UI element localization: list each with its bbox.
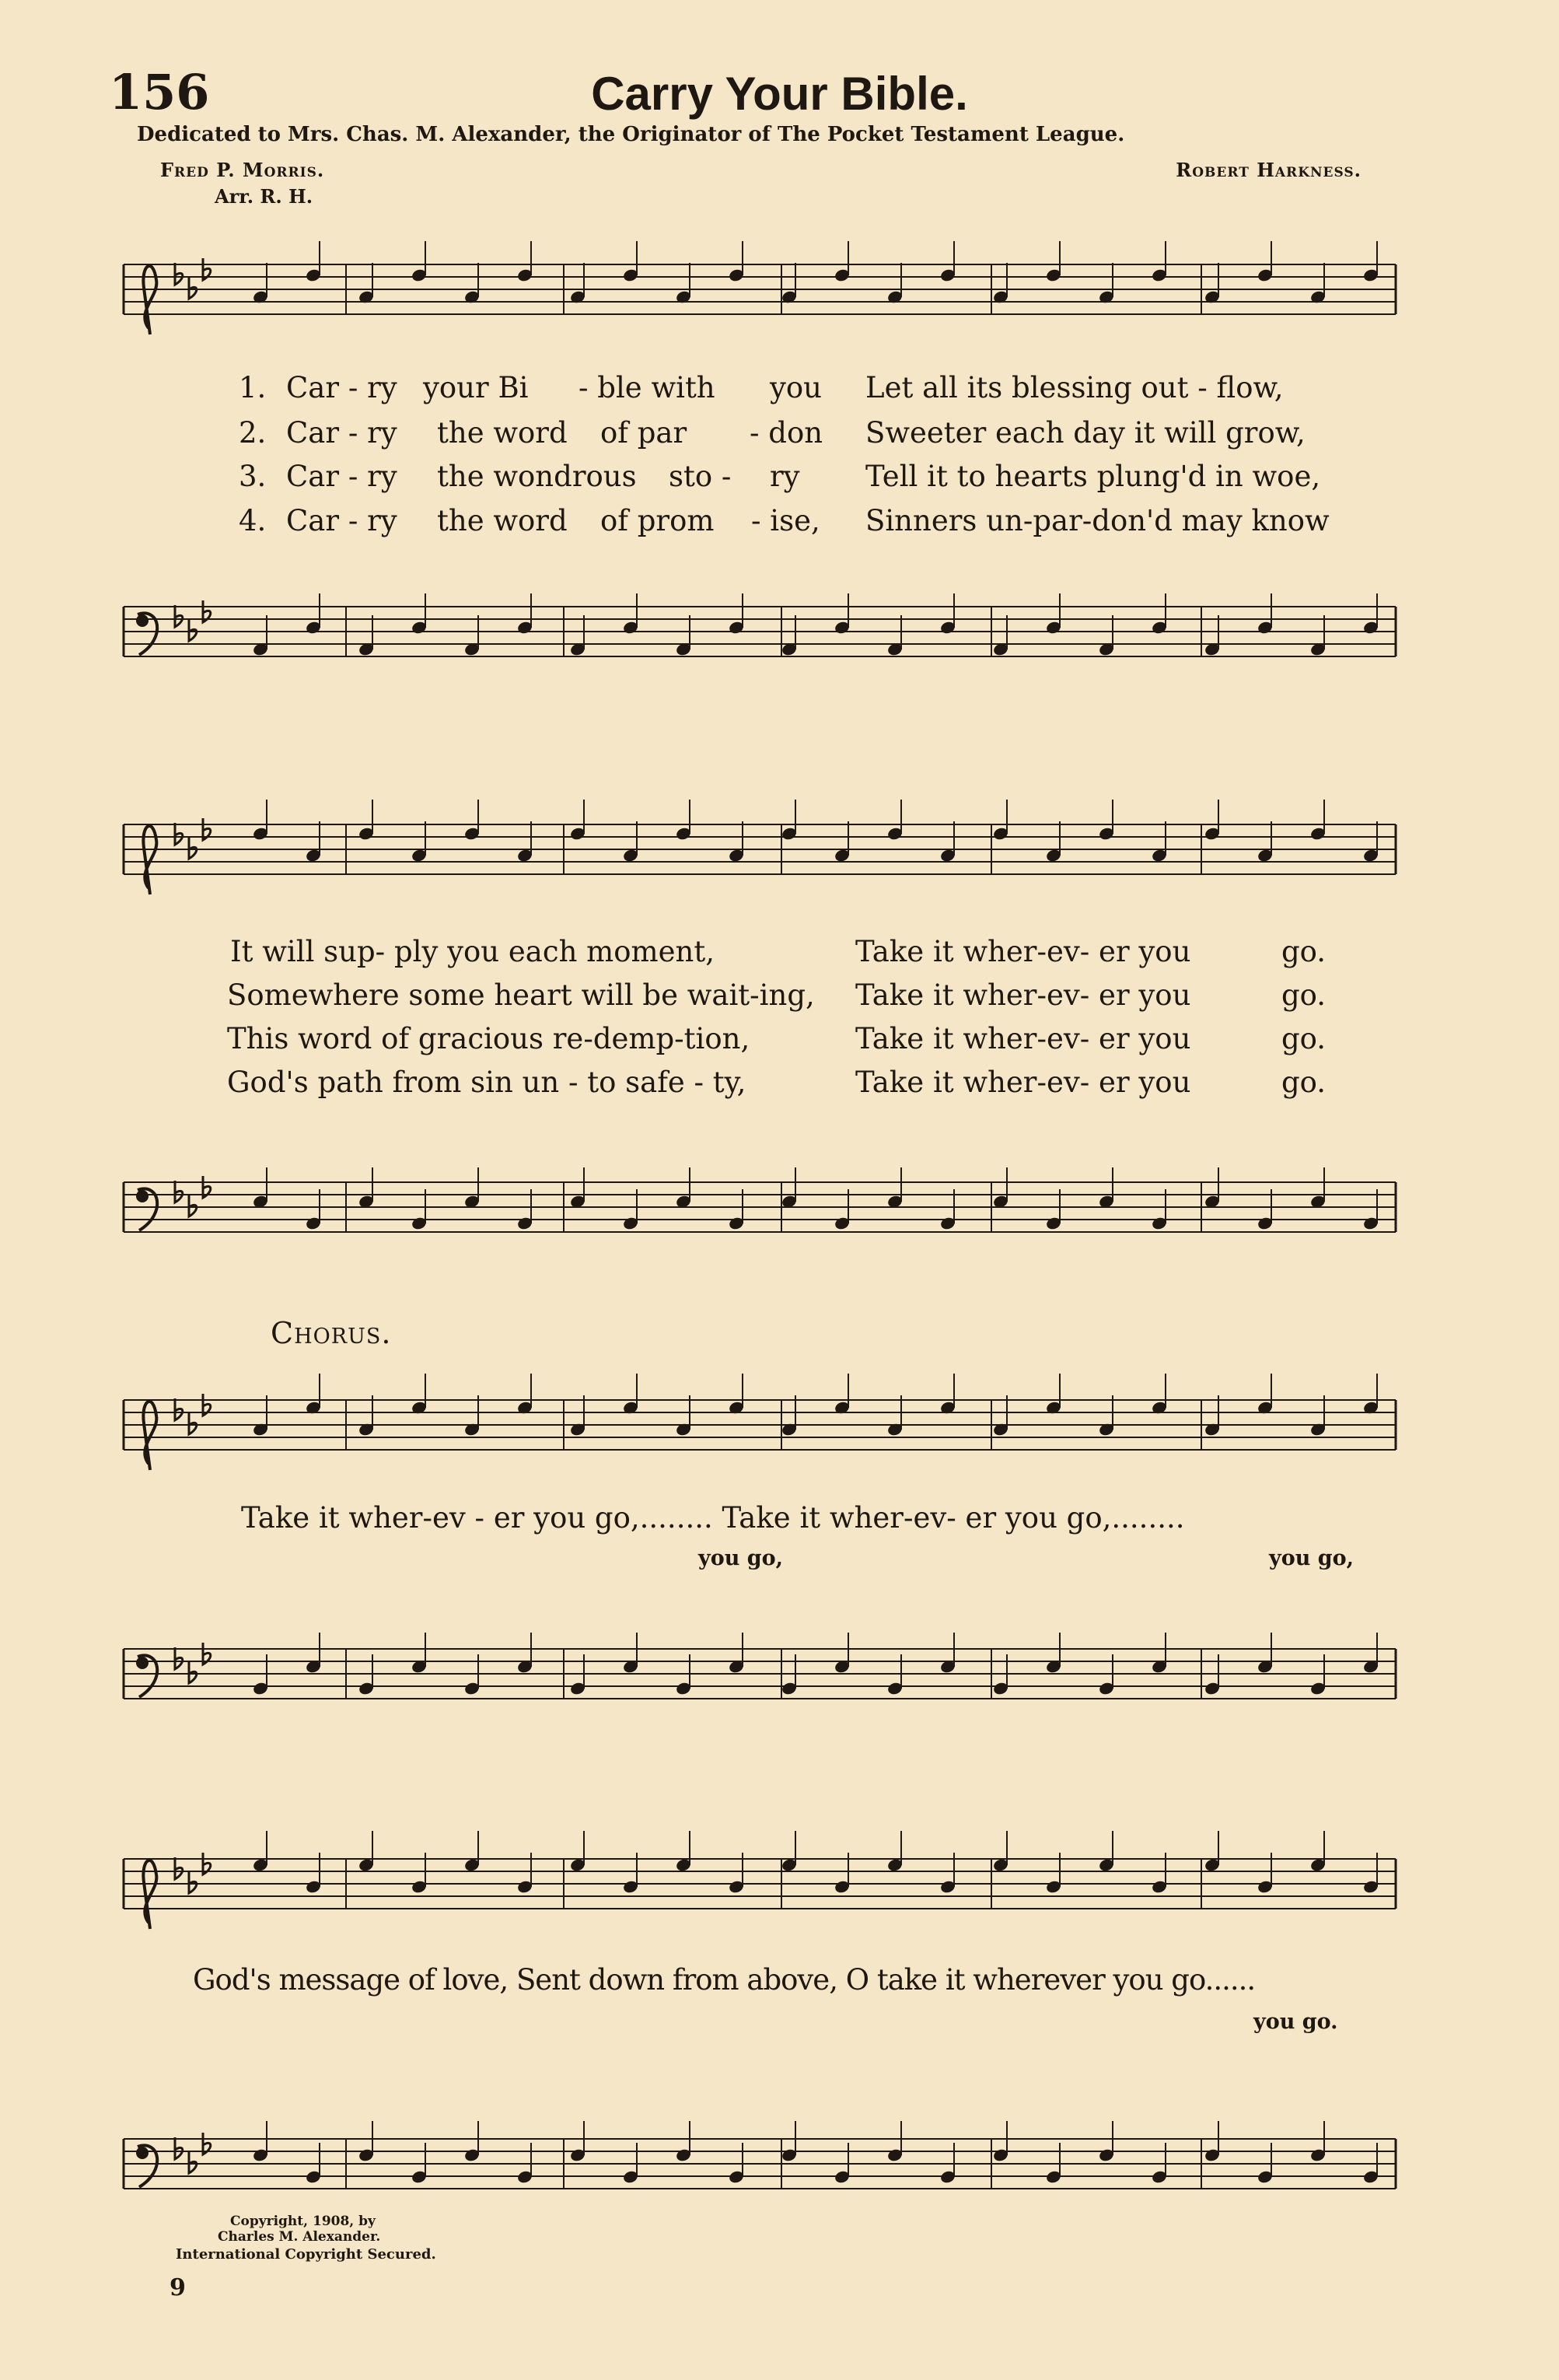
hymn-title: Carry Your Bible. xyxy=(591,68,968,120)
chorus-echo-1a: you go, xyxy=(698,1546,784,1570)
verse-4-line-2-c: go. xyxy=(1281,1066,1327,1099)
verse-3-line-1-c: sto - xyxy=(669,460,732,493)
verse-2-line-1-e: Sweeter each day it will grow, xyxy=(865,416,1306,450)
verse-3-line-2-a: This word of gracious re-demp-tion, xyxy=(227,1022,750,1055)
copyright-line-2: Charles M. Alexander. xyxy=(218,2229,381,2245)
verse-4-line-1-a: Car - ry xyxy=(286,504,397,537)
verse-2-line-1-c: of par xyxy=(600,416,687,450)
bass-staff-3 xyxy=(113,1618,1403,1742)
copyright-line-3: International Copyright Secured. xyxy=(176,2246,436,2263)
verse-4-line-2-b: Take it wher-ev- er you xyxy=(855,1066,1191,1099)
verse-3-line-1-b: the wondrous xyxy=(437,460,637,493)
verse-2-line-1-d: - don xyxy=(750,416,823,450)
dedication: Dedicated to Mrs. Chas. M. Alexander, the Originator of The Pocket Testament League. xyxy=(137,123,1125,146)
poet-credit: Fred P. Morris. xyxy=(160,159,325,181)
copyright-line-1: Copyright, 1908, by xyxy=(230,2214,376,2229)
verse-4-line-1-d: - ise, xyxy=(751,504,820,537)
verse-2-line-1-num: 2. xyxy=(239,416,267,450)
composer-credit: Robert Harkness. xyxy=(1176,159,1362,181)
arranger-credit: Arr. R. H. xyxy=(215,185,313,208)
verse-1-line-1-a: Car - ry xyxy=(286,371,397,404)
chorus-echo-1b: you go, xyxy=(1269,1546,1355,1570)
verse-2-line-1-b: the word xyxy=(437,416,568,450)
verse-1-line-1-b: your Bi xyxy=(423,371,529,404)
verse-4-line-1-e: Sinners un-par-don'd may know xyxy=(865,504,1330,537)
verse-3-line-1-e: Tell it to hearts plung'd in woe, xyxy=(865,460,1321,493)
page-number: 9 xyxy=(170,2274,186,2301)
verse-3-line-2-c: go. xyxy=(1281,1022,1327,1055)
verse-3-line-1-d: ry xyxy=(770,460,800,493)
chorus-label: Chorus. xyxy=(271,1316,392,1350)
chorus-echo-2: you go. xyxy=(1253,2010,1338,2034)
chorus-line-1: Take it wher-ev - er you go,........ Take it wher-ev- er you go,........ xyxy=(241,1501,1185,1535)
verse-1-line-2-c: go. xyxy=(1281,935,1327,968)
verse-1-line-1-d: you xyxy=(770,371,823,404)
chorus-line-2: God's message of love, Sent down from above, O take it wherever you go...... xyxy=(193,1963,1256,1997)
verse-1-line-2-a: It will sup- ply you each moment, xyxy=(230,935,715,968)
verse-3-line-2-b: Take it wher-ev- er you xyxy=(855,1022,1191,1055)
treble-staff-1 xyxy=(113,233,1403,358)
verse-2-line-2-b: Take it wher-ev- er you xyxy=(855,978,1191,1012)
music-system-4 xyxy=(113,1812,1403,2248)
verse-2-line-2-c: go. xyxy=(1281,978,1327,1012)
verse-1-line-1-num: 1. xyxy=(239,371,267,404)
verse-4-line-1-b: the word xyxy=(437,504,568,537)
verse-3-line-1-a: Car - ry xyxy=(286,460,397,493)
treble-staff-2 xyxy=(113,793,1403,918)
verse-4-line-1-c: of prom xyxy=(600,504,715,537)
verse-4-line-1-num: 4. xyxy=(239,504,267,537)
verse-1-line-1-c: - ble with xyxy=(579,371,715,404)
bass-staff-2 xyxy=(113,1151,1403,1276)
verse-1-line-1-e: Let all its blessing out - flow, xyxy=(865,371,1284,404)
verse-2-line-2-a: Somewhere some heart will be wait-ing, xyxy=(227,978,815,1012)
bass-staff-1 xyxy=(113,576,1403,700)
verse-2-line-1-a: Car - ry xyxy=(286,416,397,450)
treble-staff-4 xyxy=(113,1828,1403,1952)
treble-staff-3 xyxy=(113,1369,1403,1493)
verse-3-line-1-num: 3. xyxy=(239,460,267,493)
hymn-number: 156 xyxy=(109,64,210,121)
verse-4-line-2-a: God's path from sin un - to safe - ty, xyxy=(227,1066,746,1099)
verse-1-line-2-b: Take it wher-ev- er you xyxy=(855,935,1191,968)
